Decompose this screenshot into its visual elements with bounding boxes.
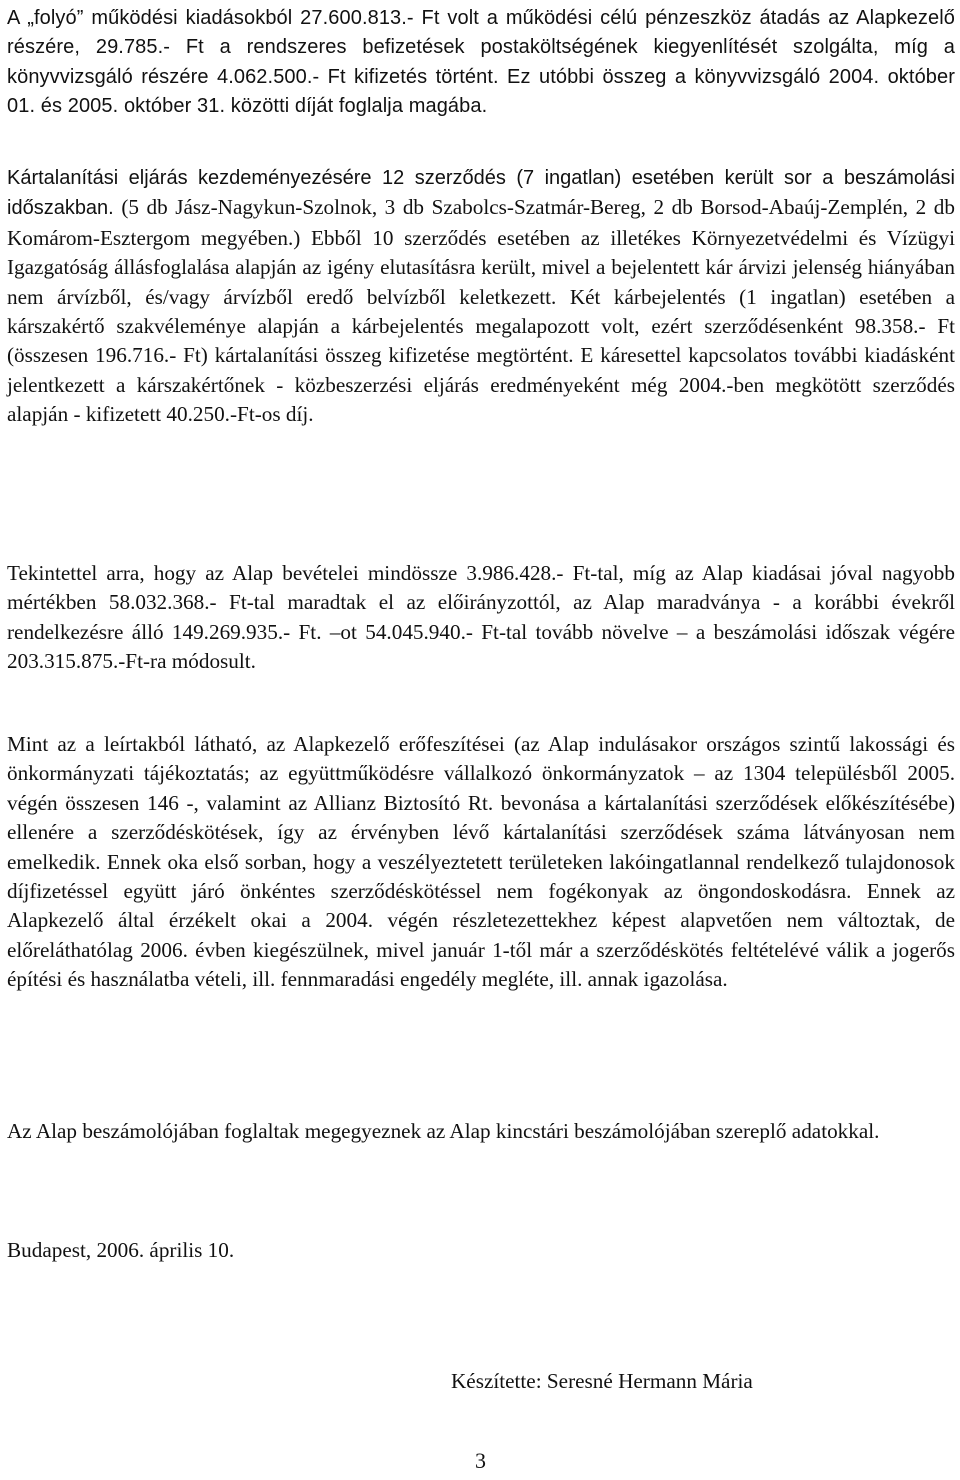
paragraph-2-part-a: Kártalanítási eljárás kezdeményezésére 12 szerződés (7 ingatlan) esetében került sor a beszámolási időszakban. (7, 167, 955, 220)
paragraph-4: Mint az a leírtakból látható, az Alapkezelő erőfeszítései (az Alap indulásakor országos szintű lakossági és önkormányzati tájékoztatás; az együttműködésre vállalkozó önkormányzatok – az 1304 településből 2005. végén összesen 146 -, valamint az Allianz Biztosító Rt. bevonása a kártalanítási szerződések előkészítésébe) ellenére a szerződéskötések, így az érvényben lévő kártalanítási szerződések száma látványosan nem emelkedik. Ennek oka első sorban, hogy a veszélyeztetett területeken lakóingatlannal rendelkező tulajdonosok díjfizetéssel együtt járó önkéntes szerződéskötéssel nem fogékonyak az öngondoskodásra. Ennek az Alapkezelő által érzékelt okai a 2004. végén részletezettekhez képest alapvetően nem változtak, de előreláthatólag 2006. évben kiegészülnek, mivel január 1-től már a szerződéskötés feltételévé válik a jogerős építési és használatba vételi, ill. fennmaradási engedély megléte, ill. annak igazolása. (7, 732, 955, 992)
document-page (7, 0, 955, 1480)
prepared-by: Készítette: Seresné Hermann Mária (451, 1369, 753, 1393)
paragraph-5: Az Alap beszámolójában foglaltak megegyeznek az Alap kincstári beszámolójában szereplő adatokkal. (7, 1119, 880, 1143)
paragraph-1: A „folyó” működési kiadásokból 27.600.813.- Ft volt a működési célú pénzeszköz átadás az Alapkezelő részére, 29.785.- Ft a rendszeres befizetések postaköltségének kiegyenlítését szolgálta, míg a könyvvizsgáló részére 4.062.500.- Ft kifizetés történt. Ez utóbbi összeg a könyvvizsgáló 2004. október 01. és 2005. október 31. közötti díját foglalja magába. (7, 7, 955, 118)
paragraph-3: Tekintettel arra, hogy az Alap bevételei mindössze 3.986.428.- Ft-tal, míg az Alap kiadásai jóval nagyobb mértékben 58.032.368.- Ft-tal maradtak el az előirányzottól, az Alap maradványa - a korábbi évekről rendelkezésre álló 149.269.935.- Ft. –ot 54.045.940.- Ft-tal tovább növelve – a beszámolási időszak végére 203.315.875.-Ft-ra módosult. (7, 561, 955, 674)
paragraph-2-part-b: (5 db Jász-Nagykun-Szolnok, 3 db Szabolcs-Szatmár-Bereg, 2 db Borsod-Abaúj-Zemplén, 2 db Komárom-Esztergom megyében.) Ebből 10 szerződés esetében az illetékes Környezetvédelmi és Vízügyi Igazgatóság állásfoglalása alapján az igény elutasításra került, mivel a bejelentett kár árvizi jelenség hiányában nem árvízből, és/vagy árvízből eredő belvízből keletkezett. Két kárbejelentés (1 ingatlan) esetében a kárszakértő szakvéleménye alapján a kárbejelentés megalapozott volt, ezért szerződésenként 98.358.- Ft (összesen 196.716.- Ft) kártalanítási összeg kifizetése megtörtént. E káresettel kapcsolatos további kiadásként jelentkezett a kárszakértőnek - közbeszerzési eljárás eredményeként még 2004.-ben megkötött szerződés alapján - kifizetett 40.250.-Ft-os díj. (7, 195, 955, 427)
paragraph-2 (7, 163, 955, 430)
page-number: 3 (475, 1448, 486, 1473)
place-date: Budapest, 2006. április 10. (7, 1238, 235, 1262)
